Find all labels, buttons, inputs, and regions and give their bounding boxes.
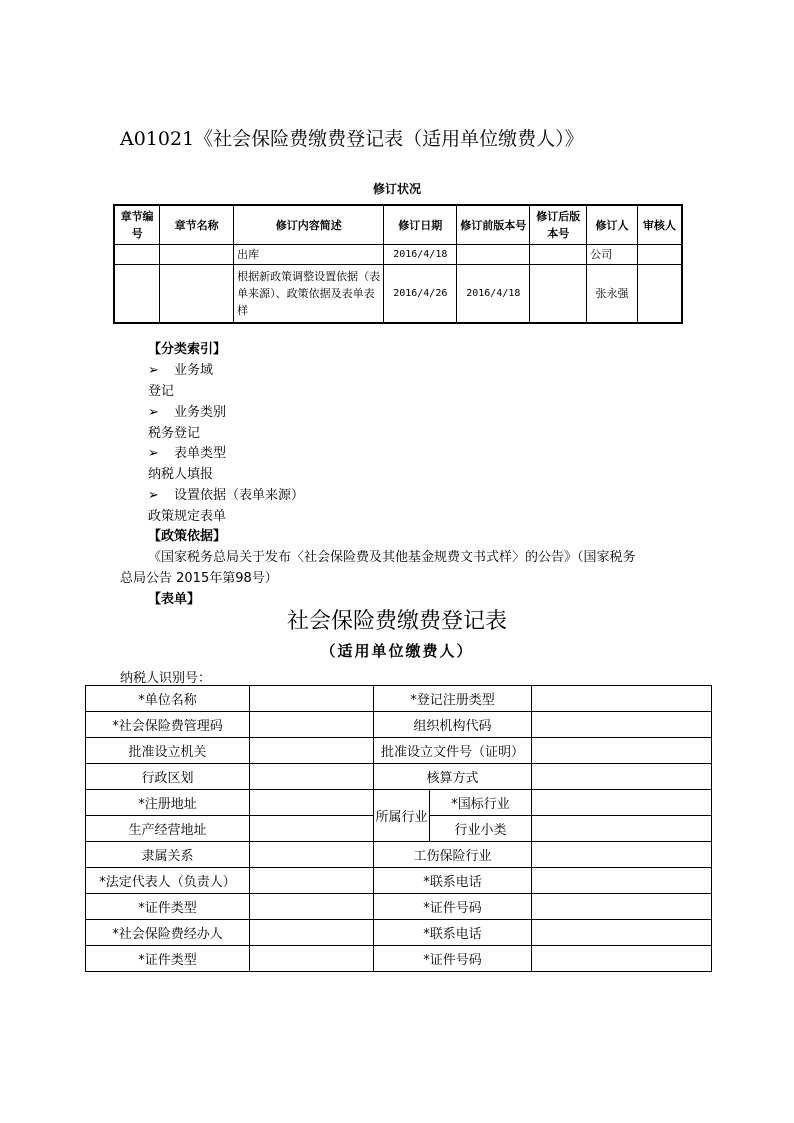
classification-label: 表单类型: [174, 446, 227, 461]
ss-agent-field[interactable]: [250, 920, 374, 946]
classification-value: 登记: [148, 384, 175, 399]
business-address-field[interactable]: [250, 816, 374, 842]
label-industry-subclass: 行业小类: [430, 816, 532, 842]
label-id-number: *证件号码: [374, 946, 532, 972]
list-item: [148, 442, 226, 461]
document-title: A01021《社会保险费缴费登记表（适用单位缴费人）》: [120, 128, 584, 150]
legal-rep-field[interactable]: [250, 868, 374, 894]
table-cell: [114, 245, 160, 265]
policy-text: 《国家税务总局关于发布〈社会保险费及其他基金规费文书式样〉的公告》（国家税务: [148, 550, 636, 565]
label-approval-org: 批准设立机关: [86, 738, 250, 764]
national-industry-field[interactable]: [532, 790, 712, 816]
accounting-field[interactable]: [532, 764, 712, 790]
agent-id-type-field[interactable]: [250, 946, 374, 972]
registration-form-table: [85, 685, 712, 972]
table-cell: 公司: [587, 245, 638, 265]
table-row: [86, 920, 712, 946]
table-cell: [637, 245, 682, 265]
table-row: [86, 686, 712, 712]
form-subtitle: （适用单位缴费人）: [320, 642, 474, 660]
label-org-code: 组织机构代码: [374, 712, 532, 738]
label-approval-doc: 批准设立文件号（证明）: [374, 738, 532, 764]
list-item: [148, 484, 304, 503]
label-reg-type: *登记注册类型: [374, 686, 532, 712]
table-cell: 根据新政策调整设置依据（表单来源）、政策依据及表单表样: [234, 265, 384, 324]
header-date: 修订日期: [384, 205, 457, 245]
admin-region-field[interactable]: [250, 764, 374, 790]
header-reviser: 修订人: [587, 205, 638, 245]
form-heading: 【表单】: [148, 592, 201, 607]
label-national-industry: *国标行业: [430, 790, 532, 816]
org-code-field[interactable]: [532, 712, 712, 738]
label-ss-agent: *社会保险费经办人: [86, 920, 250, 946]
label-ss-code: *社会保险费管理码: [86, 712, 250, 738]
header-chapter-no: 章节编号: [114, 205, 160, 245]
table-row: [114, 265, 682, 324]
table-cell: [457, 245, 530, 265]
label-admin-region: 行政区划: [86, 764, 250, 790]
arrow-bullet-icon: ➢: [148, 363, 159, 378]
label-accounting: 核算方式: [374, 764, 532, 790]
label-business-address: 生产经营地址: [86, 816, 250, 842]
table-cell: [114, 265, 160, 324]
table-row: [86, 790, 712, 816]
header-summary: 修订内容简述: [234, 205, 384, 245]
table-cell: [160, 265, 234, 324]
table-row: [86, 894, 712, 920]
reg-address-field[interactable]: [250, 790, 374, 816]
table-cell: [530, 265, 587, 324]
label-legal-rep: *法定代表人（负责人）: [86, 868, 250, 894]
classification-value: 税务登记: [148, 426, 201, 441]
arrow-bullet-icon: ➢: [148, 488, 159, 503]
agent-id-number-field[interactable]: [532, 946, 712, 972]
classification-label: 业务域: [174, 363, 214, 378]
classification-label: 业务类别: [174, 405, 227, 420]
label-industry-group: 所属行业: [374, 790, 430, 842]
list-item: [148, 359, 213, 378]
table-cell: [160, 245, 234, 265]
table-cell: [530, 245, 587, 265]
table-row: [86, 712, 712, 738]
form-title: 社会保险费缴费登记表: [286, 609, 507, 634]
arrow-bullet-icon: ➢: [148, 446, 159, 461]
label-unit-name: *单位名称: [86, 686, 250, 712]
classification-heading: 【分类索引】: [148, 342, 227, 357]
affiliation-field[interactable]: [250, 842, 374, 868]
table-row: [86, 842, 712, 868]
table-cell: 2016/4/18: [384, 245, 457, 265]
approval-org-field[interactable]: [250, 738, 374, 764]
agent-phone-field[interactable]: [532, 920, 712, 946]
unit-name-field[interactable]: [250, 686, 374, 712]
revision-heading: 修订状况: [372, 182, 421, 196]
legal-rep-id-type-field[interactable]: [250, 894, 374, 920]
label-id-number: *证件号码: [374, 894, 532, 920]
reg-type-field[interactable]: [532, 686, 712, 712]
table-row: [86, 764, 712, 790]
table-row: [86, 738, 712, 764]
table-row: [86, 946, 712, 972]
label-id-type: *证件类型: [86, 894, 250, 920]
table-cell: 出库: [234, 245, 384, 265]
policy-heading: 【政策依据】: [148, 529, 227, 544]
header-next-version: 修订后版本号: [530, 205, 587, 245]
table-row: [86, 868, 712, 894]
classification-value: 纳税人填报: [148, 467, 214, 482]
revision-table: [113, 204, 683, 324]
label-injury-industry: 工伤保险行业: [374, 842, 532, 868]
industry-subclass-field[interactable]: [532, 816, 712, 842]
injury-industry-field[interactable]: [532, 842, 712, 868]
label-id-type: *证件类型: [86, 946, 250, 972]
header-prev-version: 修订前版本号: [457, 205, 530, 245]
label-phone: *联系电话: [374, 868, 532, 894]
header-chapter-name: 章节名称: [160, 205, 234, 245]
table-cell: 2016/4/18: [457, 265, 530, 324]
policy-text-continued: 总局公告 2015年第98号）: [120, 571, 278, 586]
label-reg-address: *注册地址: [86, 790, 250, 816]
label-phone: *联系电话: [374, 920, 532, 946]
table-cell: 张永强: [587, 265, 638, 324]
label-affiliation: 隶属关系: [86, 842, 250, 868]
classification-label: 设置依据（表单来源）: [174, 488, 305, 503]
table-cell: 2016/4/26: [384, 265, 457, 324]
list-item: [148, 401, 226, 420]
approval-doc-field[interactable]: [532, 738, 712, 764]
ss-code-field[interactable]: [250, 712, 374, 738]
legal-rep-phone-field[interactable]: [532, 868, 712, 894]
table-cell: [637, 265, 682, 324]
table-row: [114, 245, 682, 265]
header-reviewer: 审核人: [637, 205, 682, 245]
taxpayer-id-label: 纳税人识别号：: [120, 671, 212, 686]
legal-rep-id-number-field[interactable]: [532, 894, 712, 920]
revision-header-row: [114, 205, 682, 245]
arrow-bullet-icon: ➢: [148, 405, 159, 420]
classification-value: 政策规定表单: [148, 509, 227, 524]
